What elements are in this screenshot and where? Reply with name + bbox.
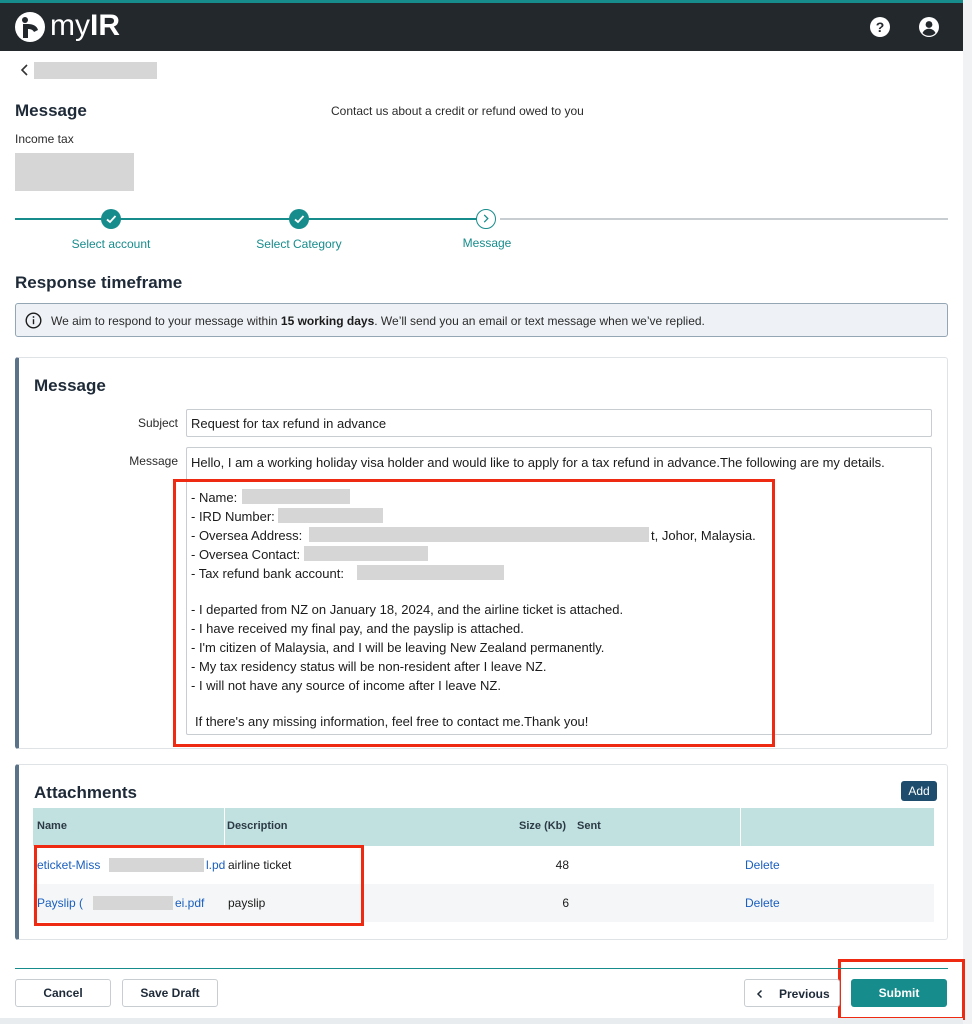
message-statement-line: - I departed from NZ on January 18, 2024, and the airline ticket is attached. (191, 602, 624, 617)
subject-input[interactable]: Request for tax refund in advance (186, 409, 932, 437)
save-draft-button[interactable]: Save Draft (122, 979, 218, 1007)
redacted-filename (109, 858, 204, 872)
step-complete-check-icon (289, 209, 309, 229)
previous-button-label: Previous (779, 987, 830, 1001)
message-statement-line: - My tax residency status will be non-resident after I leave NZ. (191, 659, 547, 674)
message-detail-line: - Name: (191, 490, 238, 505)
attachment-name-end[interactable]: l.pd (206, 858, 226, 872)
attachment-name-end[interactable]: ei.pdf (175, 896, 205, 910)
previous-button[interactable] (744, 979, 840, 1007)
redacted-bank-account (357, 565, 504, 580)
message-statement-line: - I'm citizen of Malaysia, and I will be leaving New Zealand permanently. (191, 640, 605, 655)
column-header-name[interactable]: Name (37, 820, 67, 832)
attachment-description: airline ticket (228, 858, 292, 872)
response-info-box (15, 303, 948, 337)
app-header (0, 3, 963, 51)
message-detail-line: t, Johor, Malaysia. (651, 528, 756, 543)
step-label-select-category[interactable]: Select Category (256, 237, 342, 251)
redacted-breadcrumb (34, 62, 157, 79)
message-detail-line: - Oversea Contact: (191, 547, 301, 562)
add-attachment-button[interactable]: Add (901, 781, 937, 801)
message-textarea[interactable] (186, 447, 932, 735)
window-scroll-edge (963, 0, 972, 1024)
message-label: Message (129, 454, 178, 468)
message-closing-line: If there's any missing information, feel free to contact me.Thank you! (195, 714, 589, 729)
page-subtitle: Contact us about a credit or refund owed to you (331, 104, 584, 118)
footer-divider (15, 968, 948, 969)
response-timeframe-title: Response timeframe (15, 273, 183, 292)
delete-attachment-link[interactable]: Delete (745, 896, 780, 910)
step-label-message: Message (462, 236, 512, 250)
column-divider (224, 808, 225, 846)
page-title: Message (15, 101, 87, 120)
column-header-size[interactable]: Size (Kb) (519, 820, 567, 832)
attachments-panel (15, 764, 948, 940)
table-row (33, 884, 934, 922)
message-statement-line: - I have received my final pay, and the payslip is attached. (191, 621, 524, 636)
attachment-size: 6 (562, 896, 569, 910)
progress-stepper (15, 208, 948, 254)
message-detail-line: - Tax refund bank account: (191, 566, 344, 581)
message-statement-line: - I will not have any source of income after I leave NZ. (191, 678, 501, 693)
attachment-name-start[interactable]: Payslip ( (37, 896, 84, 910)
myir-logo-icon[interactable] (14, 11, 46, 43)
step-complete-check-icon (101, 209, 121, 229)
step-current-chevron-icon (476, 209, 496, 229)
column-header-sent[interactable]: Sent (577, 820, 601, 832)
attachment-name-start[interactable]: eticket-Miss (37, 858, 101, 872)
chevron-left-icon (754, 988, 766, 1000)
message-panel (15, 357, 948, 749)
page-bottom-strip (0, 1018, 963, 1024)
submit-button[interactable]: Submit (851, 979, 947, 1007)
response-info-text: We aim to respond to your message within 15 working days. We’ll send you an email or text message when we’ve replied. (51, 314, 705, 328)
back-chevron-icon[interactable] (17, 62, 33, 78)
message-detail-line: - Oversea Address: (191, 528, 303, 543)
subject-label: Subject (137, 416, 178, 430)
cancel-button[interactable]: Cancel (15, 979, 111, 1007)
redacted-account-details (15, 153, 134, 191)
column-header-description[interactable]: Description (227, 820, 288, 832)
delete-attachment-link[interactable]: Delete (745, 858, 780, 872)
stepper-remaining-line (500, 218, 948, 220)
table-row (33, 846, 934, 884)
account-icon[interactable] (918, 16, 940, 38)
step-label-select-account[interactable]: Select account (71, 237, 151, 251)
message-detail-line: - IRD Number: (191, 509, 275, 524)
redacted-ird-number (278, 508, 383, 523)
attachment-size: 48 (555, 858, 569, 872)
redacted-filename (93, 896, 173, 910)
help-circle-icon[interactable] (869, 16, 891, 38)
table-header (33, 808, 934, 846)
message-intro-line: Hello, I am a working holiday visa holder and would like to apply for a tax refund in advance.The following are my details. (191, 455, 885, 470)
app-logo-text[interactable]: myIR (50, 9, 120, 42)
message-section-title: Message (34, 376, 106, 395)
tax-type-label: Income tax (15, 132, 74, 146)
info-icon (25, 312, 42, 329)
attachment-description: payslip (228, 896, 266, 910)
stepper-progress-line (15, 218, 480, 220)
attachments-title: Attachments (34, 783, 137, 802)
svg-text:?: ? (875, 19, 885, 35)
redacted-name (242, 489, 350, 504)
column-divider (740, 808, 741, 846)
redacted-contact (304, 546, 428, 561)
redacted-address (309, 527, 649, 542)
